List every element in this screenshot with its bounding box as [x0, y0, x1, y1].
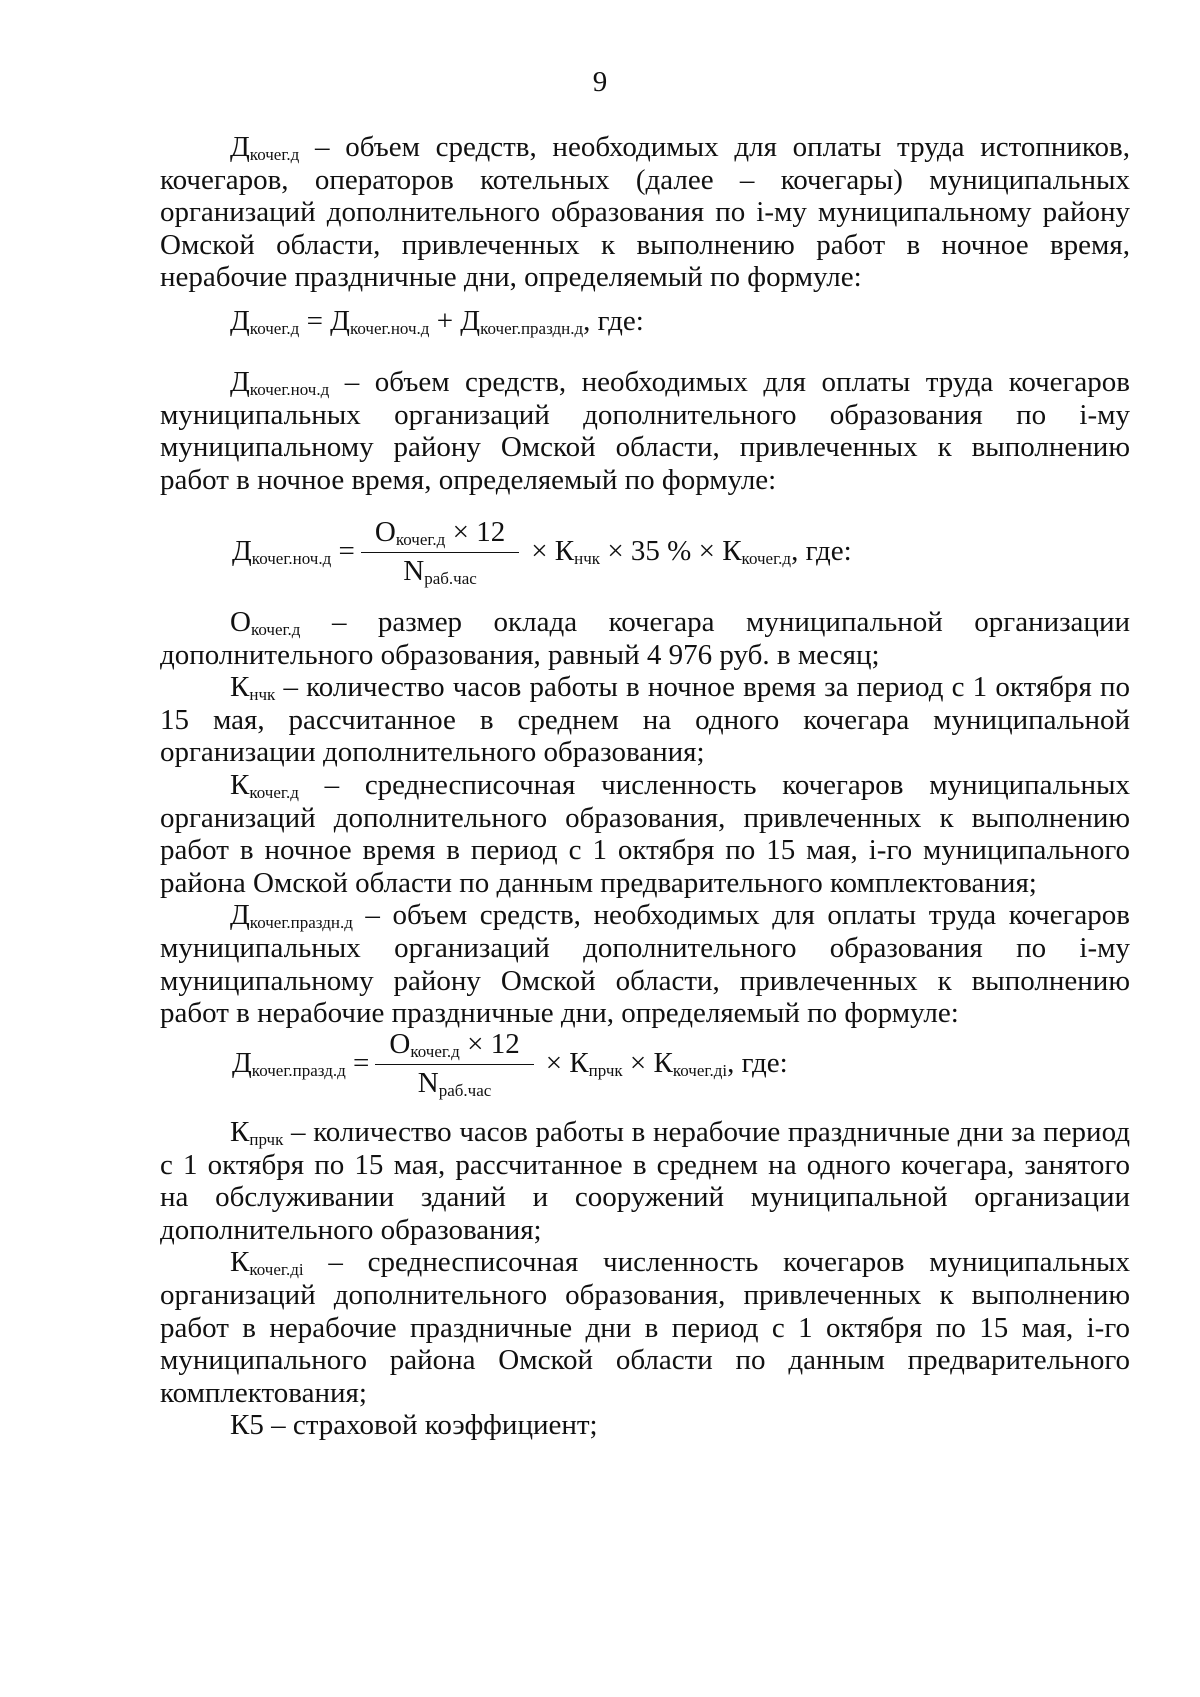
definition-holiday-funds: $Д_{кочег.праздн.д}$ – объем средств, необходимых для оплаты труда кочегаров муниципальных организаций дополнительного образования по i-му муниципальному району Омской области, привлеченных к выполнению работ в нерабочие праздничные дни, определяемый по формуле: — [160, 899, 1130, 1030]
formula-lhs: $Д_{кочег.празд.д}$ = — [232, 1047, 370, 1080]
paragraph-heating-staff-funds — [160, 131, 1130, 294]
formula-holiday-work — [232, 1028, 788, 1099]
formula-symbol: Д — [230, 305, 250, 337]
page-number: 9 — [592, 66, 608, 98]
formula-subscript: кочег.д — [249, 319, 300, 338]
definition-staff-count: $К_{кочег.д}$ – среднесписочная численность кочегаров муниципальных организаций дополнительного образования, привлеченных к выполнению работ в ночное время в период с 1 октября по 15 мая, i-го муниципального района Омской области по данным предварительного комплектования; — [160, 768, 1130, 899]
formula-subscript: кочег.праздн.д — [480, 319, 584, 338]
formula-fraction — [361, 516, 519, 587]
formula-equals: = — [299, 305, 331, 337]
symbol-subscript: кочег.ноч.д — [249, 380, 330, 399]
fraction-denominator: $N_{раб.час}$ — [417, 1067, 492, 1100]
symbol-subscript: кочег.д — [249, 145, 300, 164]
definition-insurance-coefficient: К5 – страховой коэффициент; — [230, 1409, 598, 1442]
definition-holiday-staff-count: $К_{кочег.дi}$ – среднесписочная численность кочегаров муниципальных организаций дополнительного образования, привлеченных к выполнению работ в нерабочие праздничные дни в период с 1 октября по 15 мая, i-го муниципального района Омской области по данным предварительного комплектования; — [160, 1246, 1130, 1409]
symbol-d: Д — [230, 131, 250, 163]
formula-lhs: $Д_{кочег.ноч.д}$ = — [232, 535, 355, 568]
formula-symbol: Д — [330, 305, 350, 337]
symbol-d: Д — [230, 366, 250, 398]
definition-holiday-hours: $К_{прчк}$ – количество часов работы в нерабочие праздничные дни за период с 1 октября по 15 мая, рассчитанное в среднем на одного кочегара, занятого на обслуживании зданий и сооружений муниципальной организации дополнительного образования; — [160, 1116, 1130, 1246]
formula-tail: , где: — [583, 305, 644, 337]
definition-night-hours: $К_{нчк}$ – количество часов работы в ночное время за период с 1 октября по 15 мая, рассчитанное в среднем на одного кочегара муниципальной организации дополнительного образования; — [160, 671, 1130, 769]
formula-symbol: Д — [460, 305, 481, 337]
formula-subscript: кочег.ноч.д — [349, 319, 430, 338]
formula-rest: × $К_{прчк} \times К_{кочег.дi}$, где: — [545, 1047, 788, 1080]
definition-salary: $О_{кочег.д}$ – размер оклада кочегара муниципальной организации дополнительного образования, равный 4 976 руб. в месяц; — [160, 606, 1130, 671]
formula-night-work — [232, 516, 852, 587]
formula-fraction — [375, 1028, 533, 1099]
formula-rest: × $К_{нчк} \times 35$ % × $К_{кочег.д}$, где: — [531, 535, 852, 568]
formula-plus: + — [429, 305, 461, 337]
paragraph-text: – объем средств, необходимых для оплаты труда кочегаров муниципальных организаций дополнительного образования по i-му муниципальному району Омской области, привлеченных к выполнению работ в ночное время, определяемый по формуле: — [160, 366, 1130, 496]
formula-total — [230, 305, 644, 338]
fraction-numerator: $О_{кочег.д} \times 12$ — [361, 516, 519, 553]
fraction-numerator: $О_{кочег.д} \times 12$ — [375, 1028, 533, 1065]
fraction-denominator: $N_{раб.час}$ — [403, 555, 477, 588]
paragraph-night-work-funds — [160, 366, 1130, 496]
definitions-block-2 — [160, 1116, 1130, 1442]
paragraph-text: – объем средств, необходимых для оплаты труда истопников, кочегаров, операторов котельных (далее – кочегары) муниципальных организаций дополнительного образования по i-му муниципальному району Омской области, привлеченных к выполнению работ в ночное время, нерабочие праздничные дни, определяемый по формуле: — [160, 131, 1130, 294]
definitions-block — [160, 606, 1130, 1030]
